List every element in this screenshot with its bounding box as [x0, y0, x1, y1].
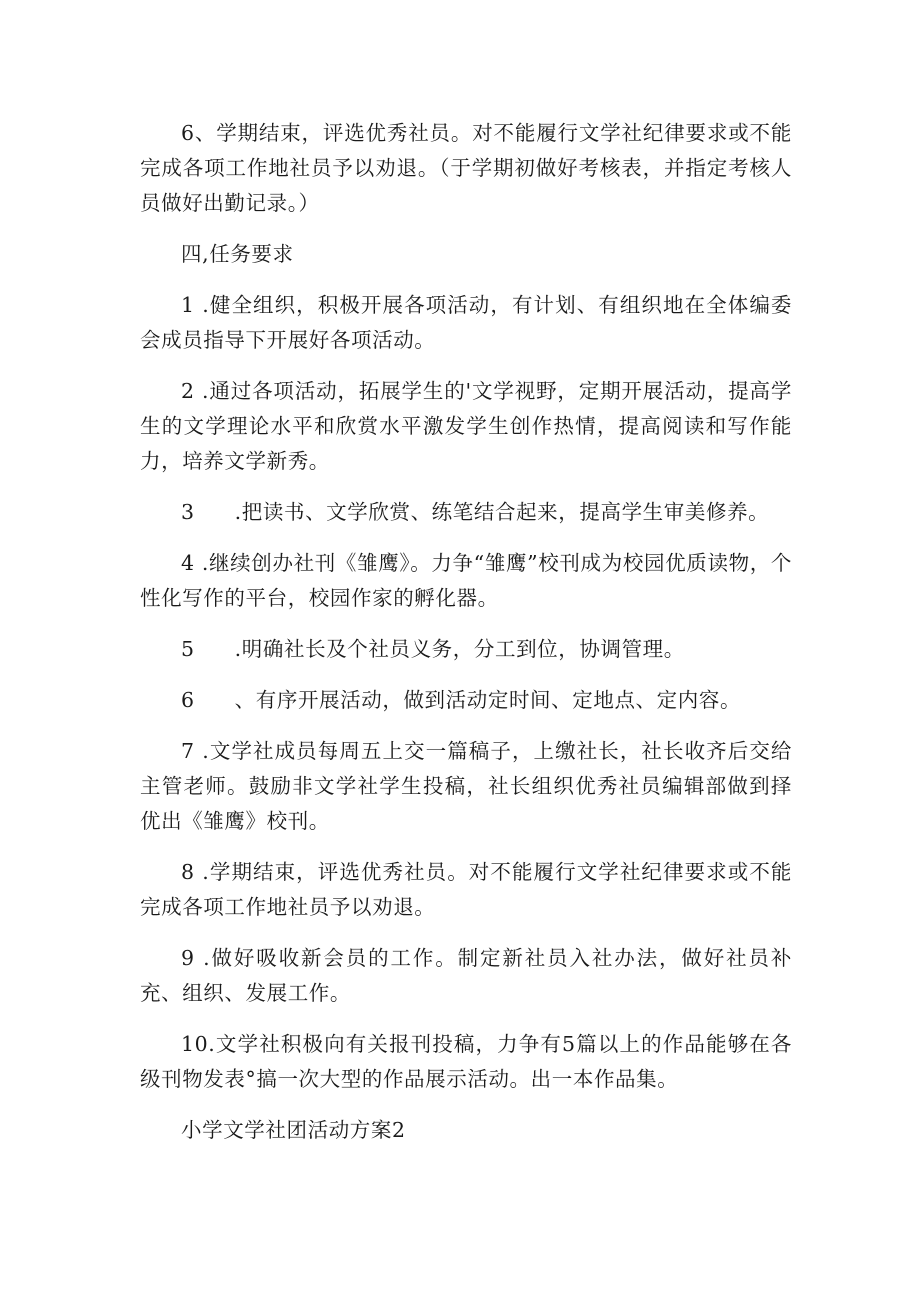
paragraph-text: 10.文学社积极向有关报刊投稿，力争有5篇以上的作品能够在各级刊物发表°搞一次大型的作品展示活动。出一本作品集。: [140, 1032, 792, 1091]
paragraph-text: .通过各项活动，拓展学生的'文学视野，定期开展活动，提高学生的文学理论水平和欣赏水平激发学生创作热情，提高阅读和写作能力，培养文学新秀。: [140, 379, 792, 473]
paragraph-text: .学期结束，评选优秀社员。对不能履行文学社纪律要求或不能完成各项工作地社员予以劝退。: [140, 860, 792, 919]
item-number: 7: [181, 739, 195, 763]
section-heading-plan-2: [140, 1113, 792, 1148]
item-number: 4: [181, 551, 195, 575]
section-heading-task-requirements: [140, 237, 792, 272]
requirement-item-4: [140, 546, 792, 616]
requirement-item-7: [140, 734, 792, 839]
paragraph-text: 6、学期结束，评选优秀社员。对不能履行文学社纪律要求或不能完成各项工作地社员予以劝退。（于学期初做好考核表，并指定考核人员做好出勤记录。）: [140, 121, 792, 215]
item-number: 3: [181, 500, 195, 524]
requirement-item-1: [140, 288, 792, 358]
requirement-item-10: [140, 1027, 792, 1097]
paragraph-item-6: [140, 116, 792, 221]
paragraph-text: .健全组织，积极开展各项活动，有计划、有组织地在全体编委会成员指导下开展好各项活动。: [140, 293, 792, 352]
paragraph-text: .把读书、文学欣赏、练笔结合起来，提高学生审美修养。: [234, 500, 770, 524]
paragraph-text: .继续创办社刊《雏鹰》。力争“雏鹰”校刊成为校园优质读物，个性化写作的平台，校园作家的孵化器。: [140, 551, 792, 610]
paragraph-text: .明确社长及个社员义务，分工到位，协调管理。: [234, 637, 685, 661]
paragraph-text: 、有序开展活动，做到活动定时间、定地点、定内容。: [234, 688, 742, 712]
item-number: 8: [181, 860, 195, 884]
heading-text: 小学文学社团活动方案2: [181, 1118, 406, 1142]
paragraph-text: .做好吸收新会员的工作。制定新社员入社办法，做好社员补充、组织、发展工作。: [140, 946, 792, 1005]
item-number: 1: [181, 293, 195, 317]
heading-text: 四,任务要求: [181, 242, 294, 266]
requirement-item-6: [140, 683, 792, 718]
item-number: 6: [181, 688, 195, 712]
item-number: 2: [181, 379, 195, 403]
requirement-item-9: [140, 941, 792, 1011]
requirement-item-3: [140, 495, 792, 530]
item-number: 9: [181, 946, 195, 970]
requirement-item-8: [140, 855, 792, 925]
item-number: 5: [181, 637, 195, 661]
paragraph-text: .文学社成员每周五上交一篇稿子，上缴社长，社长收齐后交给主管老师。鼓励非文学社学生投稿，社长组织优秀社员编辑部做到择优出《雏鹰》校刊。: [140, 739, 792, 833]
requirement-item-2: [140, 374, 792, 479]
requirement-item-5: [140, 632, 792, 667]
